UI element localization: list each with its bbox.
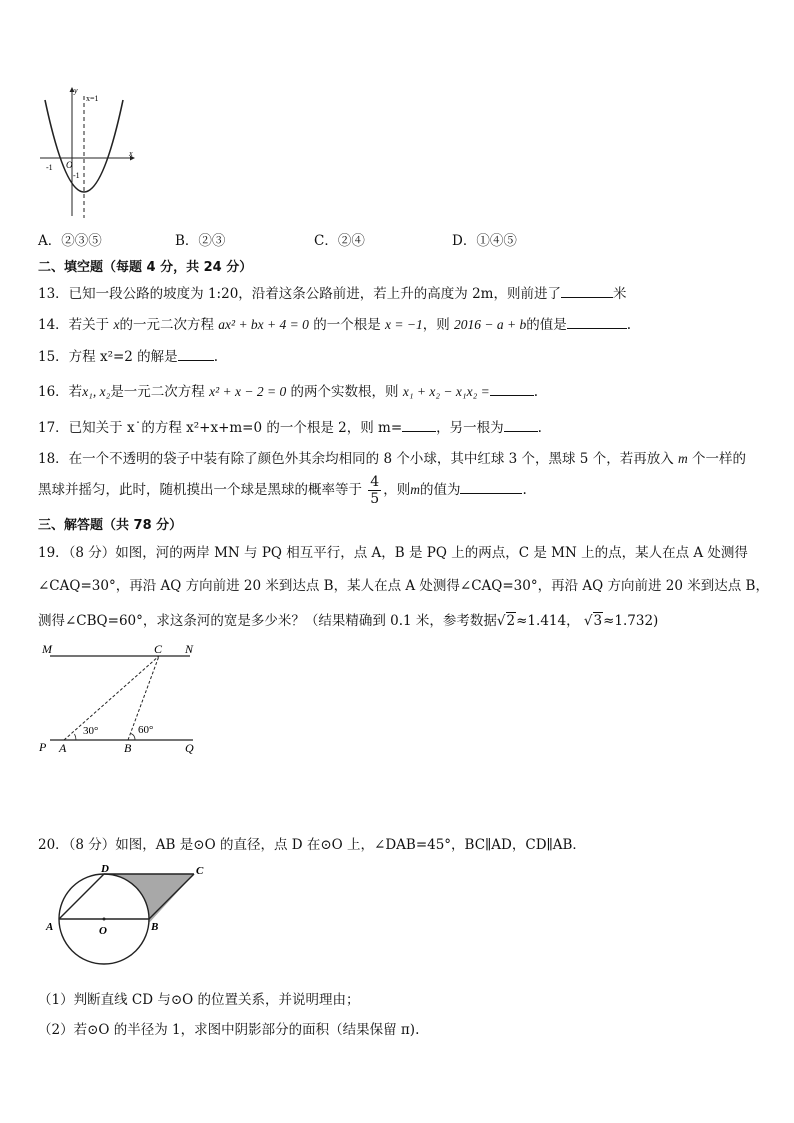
circle-figure [40, 862, 210, 974]
angle-a-label: 30° [83, 725, 99, 737]
q17-answer-blank-2 [504, 419, 538, 432]
label-B: B [124, 741, 132, 755]
origin-label: O [66, 160, 73, 170]
label-A: A [59, 741, 67, 755]
q15-answer-blank [178, 348, 214, 361]
q16-mid2: 的两个实数根，则 [290, 384, 399, 400]
y-axis-label: y [74, 86, 78, 95]
q18-fraction-denominator: 5 [370, 491, 380, 507]
q19-line3-pre: 测得∠CBQ=60°，求这条河的宽是多少米？（结果精确到 0.1 米，参考数据 [38, 613, 497, 629]
label-Q: Q [185, 741, 194, 755]
question-18-line-1 [38, 447, 746, 467]
q19-line-1: 19．（8 分）如图，河的两岸 MN 与 PQ 相互平行，点 A，B 是 PQ 上的两点，C 是 MN 上的点，某人在点 A 处测得 [38, 545, 748, 561]
q12-option-d: D．①④⑤ [452, 233, 517, 249]
angle-b-label: 60° [138, 724, 154, 736]
sqrt-2-radicand: 2 [506, 613, 516, 629]
q16-answer-blank [490, 383, 534, 396]
section-3-title: 三、解答题（共 78 分） [38, 518, 183, 533]
q12-option-a: A．②③⑤ [38, 233, 102, 249]
q15-text: 15．方程 x²=2 的解是 [38, 349, 178, 365]
q20-part-1: （1）判断直线 CD 与⊙O 的位置关系，并说明理由； [38, 992, 360, 1008]
question-17 [38, 416, 542, 436]
q14-mid2: 的一个根是 [313, 317, 381, 333]
question-16 [38, 380, 538, 400]
q18-var-m: m [678, 451, 688, 466]
q19-line-2: ∠CAQ=30°，再沿 AQ 方向前进 20 米到达点 B，某人在点 A 处测得∠CAQ=30°，再沿 AQ 方向前进 20 米到达点 B， [38, 578, 769, 594]
river-figure [38, 638, 208, 760]
q18-end: . [522, 482, 527, 498]
q18-line1-post: 个一样的 [692, 451, 747, 467]
q20-part-2: （2）若⊙O 的半径为 1，求图中阴影部分的面积（结果保留 π). [38, 1022, 420, 1038]
q16-mid: 是一元二次方程 [110, 384, 205, 400]
q13-answer-blank [561, 285, 613, 298]
q14-root: x = −1 [385, 317, 423, 332]
parabola-figure [38, 84, 138, 220]
q17-answer-blank-1 [402, 419, 436, 432]
q17-mid: ，另一根为 [436, 420, 504, 436]
circle-label-O: O [99, 925, 107, 937]
question-13 [38, 282, 626, 302]
q16-expression: x₁ + x₂ − x₁x₂ = [402, 384, 490, 399]
label-P: P [39, 740, 47, 754]
q19-line-3 [38, 609, 658, 629]
x-axis-label: x [129, 149, 133, 158]
neg-one-y-label: -1 [73, 171, 80, 180]
question-18-line-2 [38, 474, 527, 507]
q16-pre: 16．若 [38, 384, 83, 400]
q14-var: x [113, 317, 120, 332]
q13-text: 13．已知一段公路的坡度为 1:20，沿着这条公路前进，若上升的高度为 2m，则前进了 [38, 286, 561, 302]
q15-end: . [213, 349, 218, 365]
q18-line2-mid: ，则 [383, 482, 411, 498]
neg-one-x-label: -1 [46, 163, 53, 172]
q14-equation: ax² + bx + 4 = 0 [218, 317, 309, 332]
q14-mid: 的一元二次方程 [119, 317, 214, 333]
q14-post: 的值是 [526, 317, 567, 333]
q20-line-1: 20．（8 分）如图，AB 是⊙O 的直径，点 D 在⊙O 上，∠DAB=45°，BC∥AD，CD∥AB． [38, 837, 586, 853]
circle-label-A: A [46, 921, 54, 933]
q18-line2-post: 的值为 [419, 482, 461, 498]
q14-end: . [626, 317, 632, 333]
q19-approx-1: ≈1.414， [516, 613, 580, 629]
circle-label-D: D [101, 863, 109, 875]
label-N: N [185, 642, 194, 656]
q19-approx-2: ≈1.732) [603, 613, 659, 629]
q13-unit: 米 [612, 286, 627, 302]
q18-answer-blank [460, 481, 522, 494]
q14-expression: 2016 − a + b [454, 317, 527, 332]
sqrt-3: √3 [583, 613, 603, 629]
circle-label-B: B [151, 921, 159, 933]
q12-option-b: B．②③ [175, 233, 226, 249]
q18-fraction-numerator: 4 [370, 474, 380, 490]
section-2-title: 二、填空题（每题 4 分，共 24 分） [38, 260, 253, 275]
q16-end: . [533, 384, 539, 400]
q14-mid3: ，则 [422, 317, 450, 333]
q18-fraction [368, 474, 381, 507]
circle-label-C: C [196, 865, 204, 877]
q16-equation: x² + x − 2 = 0 [209, 384, 287, 399]
q18-line2-pre: 黑球并摇匀，此时，随机摸出一个球是黑球的概率等于 [38, 482, 362, 498]
q18-line1-pre: 18．在一个不透明的袋子中装有除了颜色外其余均相同的 8 个小球，其中红球 3 个，黑球 5 个，若再放入 [38, 451, 674, 467]
label-M: M [42, 642, 52, 656]
sqrt-3-radicand: 3 [593, 613, 603, 629]
sqrt-2: √2 [496, 613, 516, 629]
q18-var-m-2: m [410, 482, 420, 497]
label-C: C [154, 642, 163, 656]
question-14 [38, 313, 631, 333]
q12-option-c: C．②④ [314, 233, 365, 249]
q14-pre: 14．若关于 [38, 317, 110, 333]
question-15 [38, 345, 218, 365]
q17-pre: 17．已知关于 x˙的方程 x²+x+m=0 的一个根是 2，则 m= [38, 420, 403, 436]
q16-vars: x₁, x₂ [82, 384, 111, 399]
symmetry-axis-label: x=1 [86, 94, 99, 103]
q17-end: . [537, 420, 542, 436]
q14-answer-blank [567, 316, 627, 329]
